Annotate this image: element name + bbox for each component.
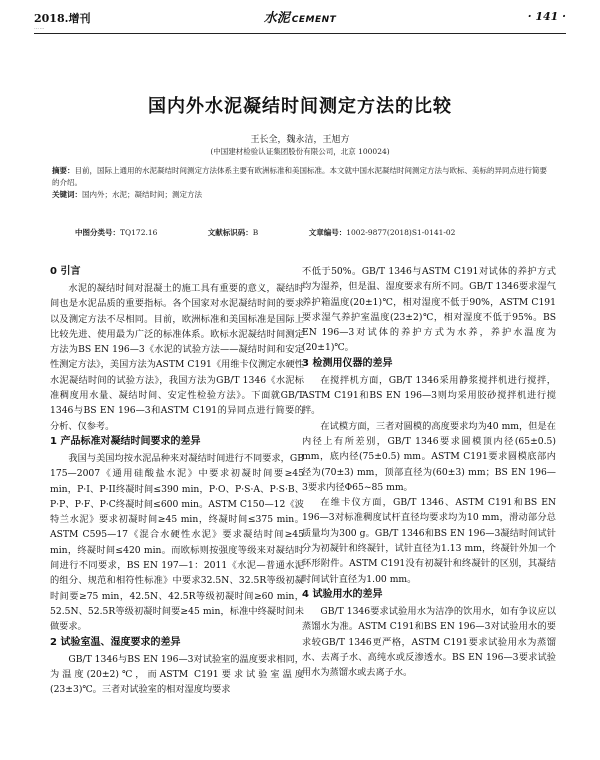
keywords [52,189,552,201]
page-number: · 141 · [527,10,566,23]
section-1-paragraph: 我国与美国均按水泥品种来对凝结时间进行不同要求，GB 175—2007《通用硅酸盐水泥》中要求初凝时间要≥45 min，P·I、P·II终凝时间≤390 min，P·O、P·S·A、P·S·B、P·P、P·F、P·C终凝时间≤600 min。ASTM C150—12《波特兰水泥》要求初凝时间≥45 min，终凝时间≤375 min。ASTM C595—17《混合水硬性水泥》要求凝结时间≥45 min，终凝时间≤420 min。而欧标则按强度等级来对凝结时间进行不同要求，BS EN 197—1：2011《水泥—普通水泥的组分、规范和相符性标准》中要求32.5N、32.5R等级初凝时间要≥75 min，42.5N、42.5R等级初凝时间≥60 min，52.5N、52.5R等级初凝时间要≥45 min，标准中终凝时间未做要求。 [50,452,304,633]
abstract-label: 摘要： [52,166,75,175]
section-3-paragraph-3: 在维卡仪方面，GB/T 1346、ASTM C191和BS EN 196—3对标准稠度试杆直径均要求均为10 mm，滑动部分总质量均为300 g。GB/T 1346和BS EN 196—3凝结时间试针分为初凝针和终凝针，试针直径为1.13 mm，终凝针外加一个环形附件。ASTM C191没有初凝针和终凝针的区别，其凝结时间试针直径为1.00 mm。 [302,497,556,585]
right-column [302,264,556,680]
section-4-paragraph: GB/T 1346要求试验用水为洁净的饮用水，如有争议应以蒸馏水为准。ASTM C191和BS EN 196—3对试验用水的要求较GB/T 1346更严格，ASTM C191要求试验用水为蒸馏水、去离子水、高纯水或反渗透水。BS EN 196—3要求试验用水为蒸馏水或去离子水。 [302,605,556,679]
issue-label: 2018.增刊 [34,12,91,25]
article-number: 文章编号：1002-9877(2018)S1-0141-02 [308,228,456,237]
keywords-text: 国内外；水泥；凝结时间；测定方法 [82,190,202,199]
journal-logo [0,7,600,26]
header-rule [34,33,566,34]
section-2-heading: 2 试验室温、湿度要求的差异 [50,636,181,648]
article-affiliation: (中国建材检验认证集团股份有限公司，北京 100024) [210,147,390,156]
document-code: 文献标识码：B [207,228,259,237]
section-2-paragraph: GB/T 1346与BS EN 196—3对试验室的温度要求相同，为温度(20±2)℃，而ASTM C191要求试验室温度(23±3)℃。三者对试验室的相对湿度均要求 [50,653,304,696]
clc-number: 中图分类号：TQ172.16 [75,228,158,237]
abstract-text: 目前，国际上通用的水泥凝结时间测定方法体系主要有欧洲标准和美国标准。本文就中国水泥凝结时间测定方法与欧标、美标的异同点进行简要的介绍。 [52,166,547,187]
running-header [0,6,600,30]
section-0-heading: 0 引言 [50,266,81,277]
left-column [50,264,304,697]
section-4-heading: 4 试验用水的差异 [302,588,383,600]
article-title: 国内外水泥凝结时间测定方法的比较 [148,96,452,117]
abstract-block [52,165,552,201]
article-authors: 王长全，魏永洁，王旭方 [250,135,350,145]
keywords-label: 关键词： [52,190,82,199]
abstract [52,165,552,189]
section-2-continued: 不低于50%。GB/T 1346与ASTM C191对试体的养护方式均为湿养，但是温、湿度要求有所不同。GB/T 1346要求湿气养护箱温度(20±1)℃，相对湿度不低于90%，ASTM C191要求湿气养护室温度(23±2)℃，相对湿度不低于95%。BS EN 196—3对试体的养护方式为水养，养护水温度为(20±1)℃。 [302,266,556,354]
journal-name-cn: 水泥 [263,11,290,26]
classification-line [75,227,555,238]
section-3-paragraph-1: 在搅拌机方面，GB/T 1346采用静浆搅拌机进行搅拌，ASTM C191和BS EN 196—3则均采用胶砂搅拌机进行搅拌。 [302,374,556,417]
section-0-paragraph: 水泥的凝结时间对混凝土的施工具有重要的意义，凝结时间也是水泥品质的重要指标。各个国家对水泥凝结时间的要求以及测定方法不尽相同。目前，欧洲标准和美国标准是国际上比较先进、使用最为广泛的标准体系。欧标水泥凝结时间测定方法为BS EN 196—3《水泥的试验方法——凝结时间和安定性测定方法》，美国方法为ASTM C191《用维卡仪测定水硬性水泥凝结时间的试验方法》，我国方法为GB/T 1346《水泥标准稠度用水量、凝结时间、安定性检验方法》。下面就GB/T 1346与BS EN 196—3和ASTM C191的异同点进行简要的分析、仅参考。 [50,283,304,432]
section-1-heading: 1 产品标准对凝结时间要求的差异 [50,435,201,447]
journal-name-en: CEMENT [291,15,337,25]
section-3-paragraph-2: 在试模方面，三者对圆模的高度要求均为40 mm，但是在内径上有所差别，GB/T 1346要求圆模顶内径(65±0.5) mm，底内径(75±0.5) mm。ASTM C191要求圆模底部内径为(70±3) mm，顶部直径为(60±3) mm；BS EN 196—3要求内径Φ65~85 mm。 [302,420,556,493]
header-subtext: …… [34,25,45,31]
section-3-heading: 3 检测用仪器的差异 [302,357,393,369]
